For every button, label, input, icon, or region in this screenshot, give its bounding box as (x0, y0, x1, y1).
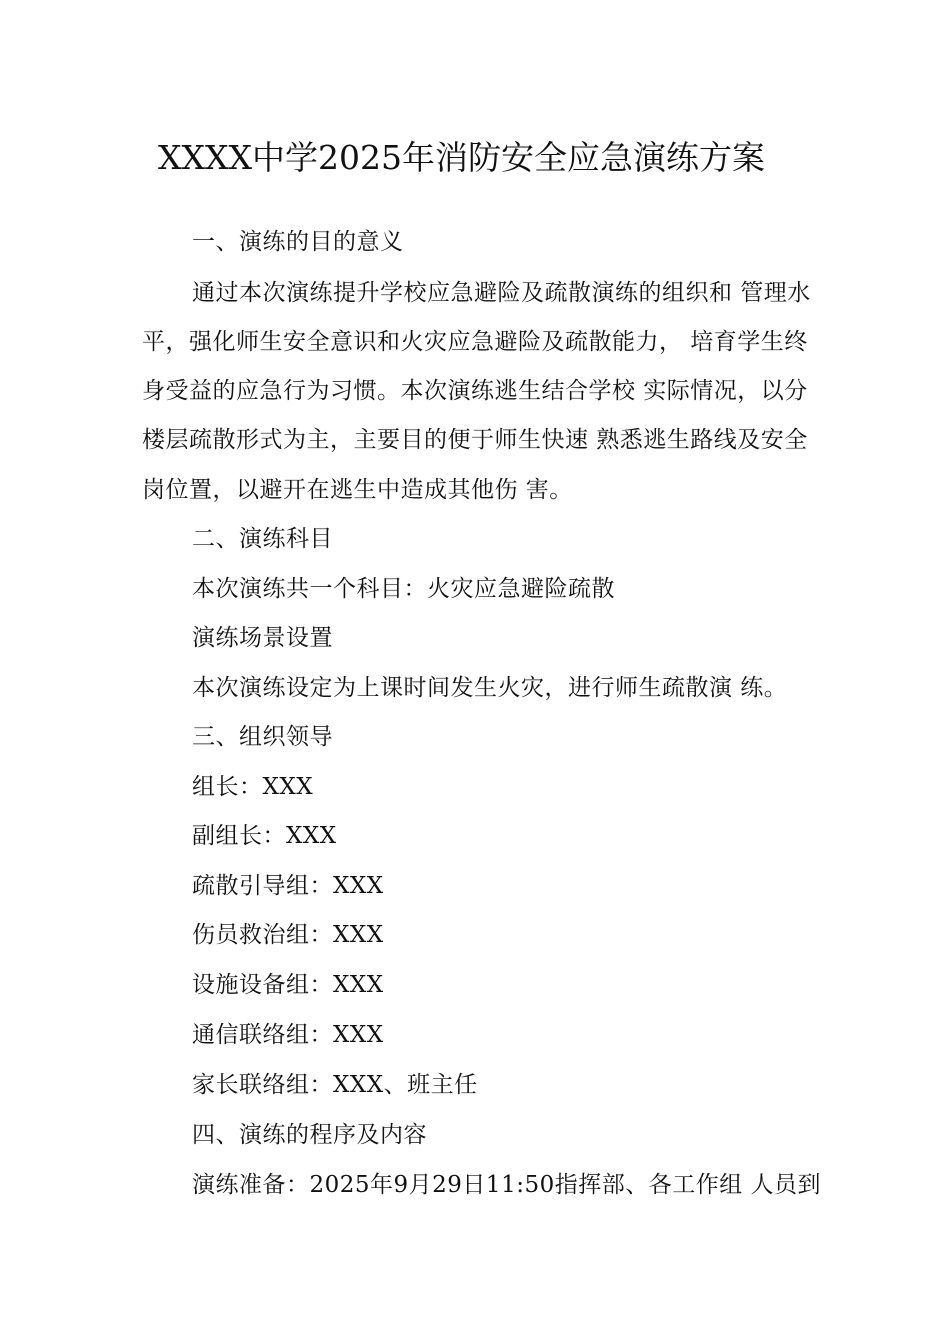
paragraph-line: 演练准备：2025年9月29日11:50指挥部、各工作组 人员到 (192, 1172, 822, 1198)
org-member-line: 疏散引导组：XXX (192, 873, 384, 899)
paragraph-line: 本次演练共一个科目：火灾应急避险疏散 (192, 576, 615, 602)
paragraph-line: 岗位置，以避开在逃生中造成其他伤 害。 (142, 477, 573, 503)
paragraph-line: 本次演练设定为上课时间发生火灾，进行师生疏散演 练。 (192, 675, 788, 701)
document-title: XXXX中学2025年消防安全应急演练方案 (158, 138, 765, 177)
org-member-line: 设施设备组：XXX (192, 972, 384, 998)
org-member-line: 副组长：XXX (192, 823, 337, 849)
org-member-line: 家长联络组：XXX、班主任 (192, 1072, 478, 1098)
section-heading-subject: 二、演练科目 (192, 526, 333, 552)
paragraph-line: 平，强化师生安全意识和火灾应急避险及疏散能力， 培育学生终 (142, 329, 808, 355)
section-heading-organization: 三、组织领导 (192, 724, 333, 750)
paragraph-line: 楼层疏散形式为主，主要目的便于师生快速 熟悉逃生路线及安全 (142, 427, 808, 453)
org-member-line: 伤员救治组：XXX (192, 922, 384, 948)
org-member-line: 通信联络组：XXX (192, 1022, 384, 1048)
paragraph-line: 身受益的应急行为习惯。本次演练逃生结合学校 实际情况，以分 (142, 378, 808, 404)
section-heading-purpose: 一、演练的目的意义 (192, 229, 404, 255)
org-member-line: 组长：XXX (192, 774, 314, 800)
section-heading-procedure: 四、演练的程序及内容 (192, 1122, 427, 1148)
subheading-scenario: 演练场景设置 (192, 625, 333, 651)
paragraph-line: 通过本次演练提升学校应急避险及疏散演练的组织和 管理水 (192, 280, 811, 306)
